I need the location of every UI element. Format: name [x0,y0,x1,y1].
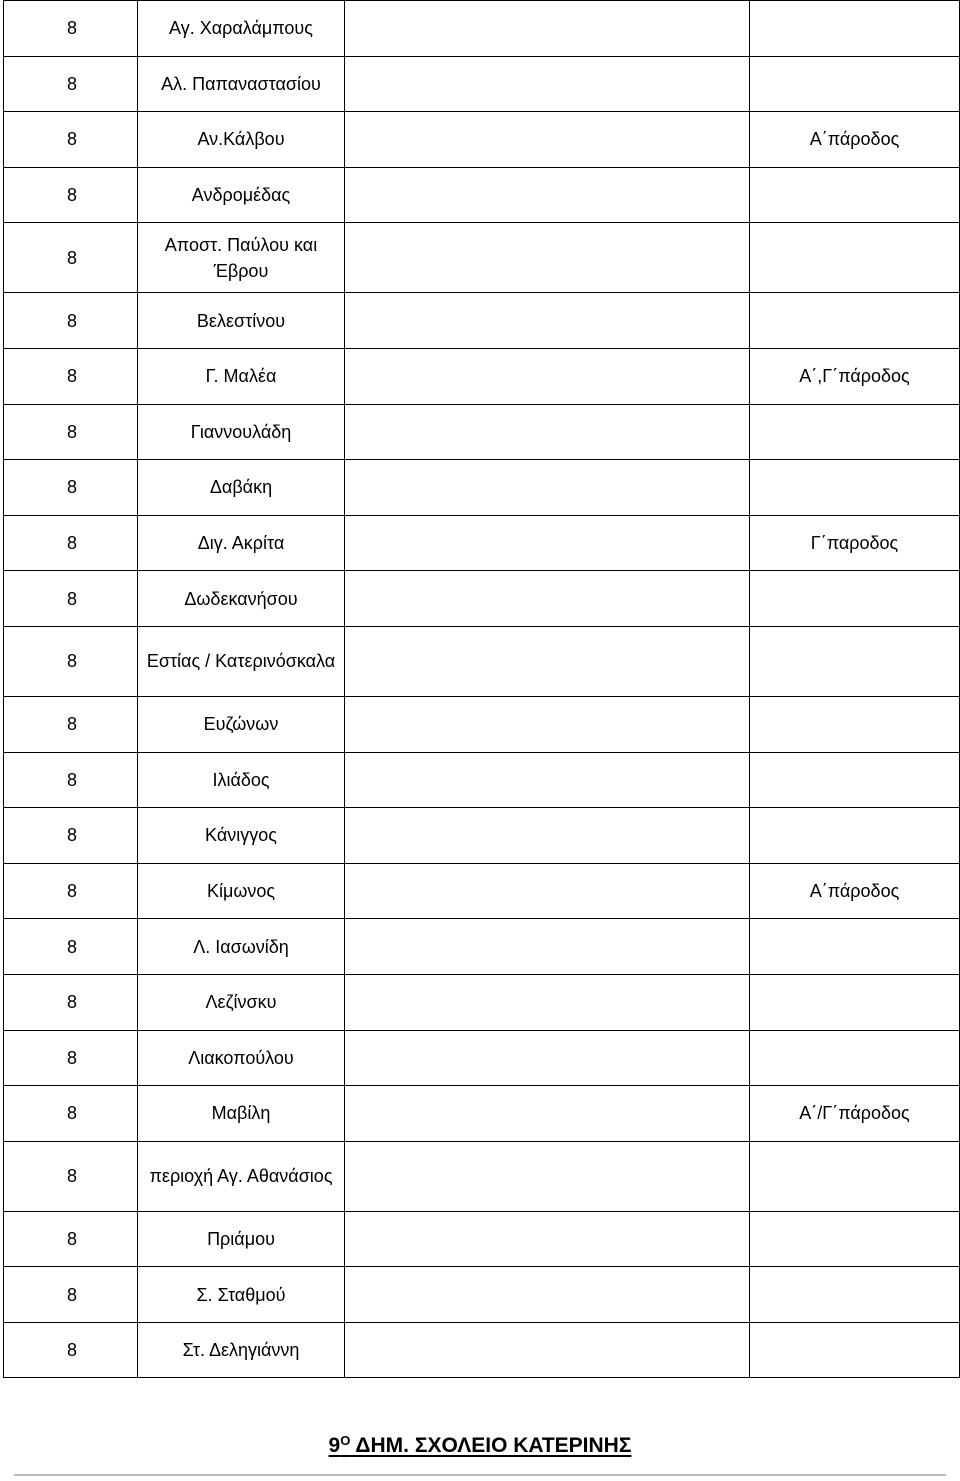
street-name: Γ. Μαλέα [138,348,345,404]
empty-cell [345,1322,750,1378]
row-number: 8 [4,571,138,627]
street-name: Στ. Δεληγιάννη [138,1322,345,1378]
row-number: 8 [4,1211,138,1267]
row-number: 8 [4,863,138,919]
table-row [4,919,960,975]
empty-cell [345,223,750,293]
side-street-note [750,223,960,293]
table-row [4,460,960,516]
side-street-note [750,1,960,57]
empty-cell [345,515,750,571]
row-number: 8 [4,808,138,864]
side-street-note [750,919,960,975]
row-number: 8 [4,293,138,349]
street-name: Δαβάκη [138,460,345,516]
street-name: Αν.Κάλβου [138,112,345,168]
table-row [4,1086,960,1142]
row-number: 8 [4,56,138,112]
table-row [4,696,960,752]
side-street-note [750,56,960,112]
row-number: 8 [4,167,138,223]
table-row [4,293,960,349]
street-name: Μαβίλη [138,1086,345,1142]
footer-superscript: Ο [340,1433,351,1448]
table-row [4,1322,960,1378]
empty-cell [345,571,750,627]
table-row [4,1141,960,1211]
street-name: Κίμωνος [138,863,345,919]
empty-cell [345,696,750,752]
table-row [4,974,960,1030]
footer [0,1432,960,1460]
street-name: Αγ. Χαραλάμπους [138,1,345,57]
empty-cell [345,1,750,57]
side-street-note [750,752,960,808]
row-number: 8 [4,1322,138,1378]
table-row [4,1211,960,1267]
empty-cell [345,919,750,975]
empty-cell [345,1211,750,1267]
table-row [4,1030,960,1086]
empty-cell [345,1030,750,1086]
street-name: Λιακοπούλου [138,1030,345,1086]
side-street-note: Α΄πάροδος [750,112,960,168]
street-name: Αλ. Παπαναστασίου [138,56,345,112]
street-name: Σ. Σταθμού [138,1267,345,1323]
row-number: 8 [4,696,138,752]
side-street-note: Α΄,Γ΄πάροδος [750,348,960,404]
side-street-note [750,460,960,516]
table-row [4,56,960,112]
row-number: 8 [4,974,138,1030]
street-name: περιοχή Αγ. Αθανάσιος [138,1141,345,1211]
street-name: Δωδεκανήσου [138,571,345,627]
side-street-note: Α΄πάροδος [750,863,960,919]
side-street-note [750,1267,960,1323]
street-name: Πριάμου [138,1211,345,1267]
footer-school-name [329,1434,632,1457]
street-name: Λεζίνσκυ [138,974,345,1030]
street-name: Βελεστίνου [138,293,345,349]
street-name: Γιαννουλάδη [138,404,345,460]
streets-table [3,0,960,1378]
empty-cell [345,752,750,808]
table-row [4,404,960,460]
side-street-note [750,808,960,864]
row-number: 8 [4,515,138,571]
empty-cell [345,167,750,223]
empty-cell [345,626,750,696]
row-number: 8 [4,404,138,460]
row-number: 8 [4,1,138,57]
side-street-note [750,1030,960,1086]
row-number: 8 [4,626,138,696]
table-row [4,863,960,919]
table-row [4,223,960,293]
footer-number: 9 [328,1434,341,1457]
row-number: 8 [4,1141,138,1211]
street-name: Ευζώνων [138,696,345,752]
row-number: 8 [4,460,138,516]
empty-cell [345,404,750,460]
street-name: Λ. Ιασωνίδη [138,919,345,975]
side-street-note [750,404,960,460]
row-number: 8 [4,752,138,808]
row-number: 8 [4,1086,138,1142]
row-number: 8 [4,223,138,293]
row-number: 8 [4,1267,138,1323]
side-street-note [750,1211,960,1267]
table-row [4,348,960,404]
empty-cell [345,1086,750,1142]
street-name: Διγ. Ακρίτα [138,515,345,571]
empty-cell [345,1267,750,1323]
street-name: Εστίας / Κατερινόσκαλα [138,626,345,696]
side-street-note [750,974,960,1030]
side-street-note [750,1141,960,1211]
side-street-note [750,571,960,627]
table-row [4,1267,960,1323]
empty-cell [345,460,750,516]
row-number: 8 [4,1030,138,1086]
row-number: 8 [4,348,138,404]
side-street-note [750,1322,960,1378]
table-row [4,1,960,57]
street-name: Ανδρομέδας [138,167,345,223]
empty-cell [345,1141,750,1211]
side-street-note: Α΄/Γ΄πάροδος [750,1086,960,1142]
side-street-note [750,293,960,349]
side-street-note: Γ΄παροδος [750,515,960,571]
side-street-note [750,626,960,696]
side-street-note [750,696,960,752]
row-number: 8 [4,112,138,168]
table-row [4,571,960,627]
streets-table-container [3,0,956,1378]
footer-text: ΔΗΜ. ΣΧΟΛΕΙΟ ΚΑΤΕΡΙΝΗΣ [355,1434,632,1457]
street-name: Ιλιάδος [138,752,345,808]
empty-cell [345,863,750,919]
side-street-note [750,167,960,223]
table-row [4,167,960,223]
empty-cell [345,112,750,168]
empty-cell [345,56,750,112]
streets-table-body [4,1,960,1378]
empty-cell [345,808,750,864]
row-number: 8 [4,919,138,975]
table-row [4,112,960,168]
empty-cell [345,974,750,1030]
table-row [4,515,960,571]
street-name: Αποστ. Παύλου και Έβρου [138,223,345,293]
empty-cell [345,348,750,404]
table-row [4,808,960,864]
street-name: Κάνιγγος [138,808,345,864]
empty-cell [345,293,750,349]
table-row [4,752,960,808]
table-row [4,626,960,696]
footer-rule [14,1474,946,1476]
